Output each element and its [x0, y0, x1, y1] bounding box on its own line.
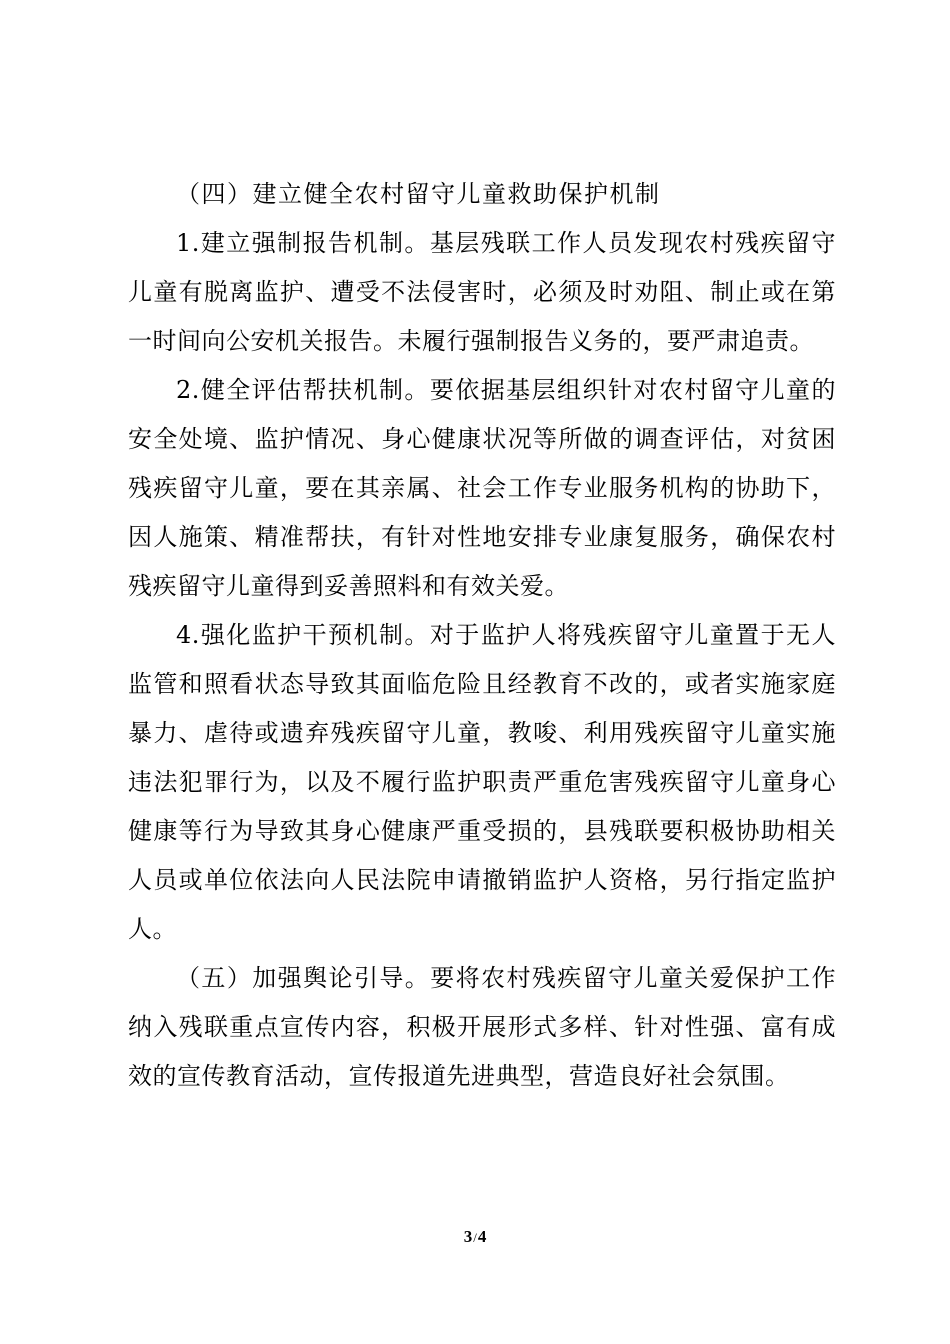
paragraph-guardianship-intervention: 4.强化监护干预机制。对于监护人将残疾留守儿童置于无人监管和照看状态导致其面临危险且经教育不改的，或者实施家庭暴力、虐待或遗弃残疾留守儿童，教唆、利用残疾留守儿童实施违法犯罪行为，以及不履行监护职责严重危害残疾留守儿童身心健康等行为导致其身心健康严重受损的，县残联要积极协助相关人员或单位依法向人民法院申请撤销监护人资格，另行指定监护人。 — [128, 621, 836, 943]
current-page-number: 3 — [463, 1227, 473, 1246]
page-number-separator: / — [473, 1230, 477, 1245]
section-heading: （四）建立健全农村留守儿童救助保护机制 — [176, 180, 661, 208]
page-number — [0, 1226, 950, 1249]
paragraph-mandatory-reporting: 1.建立强制报告机制。基层残联工作人员发现农村残疾留守儿童有脱离监护、遭受不法侵害时，必须及时劝阻、制止或在第一时间向公安机关报告。未履行强制报告义务的，要严肃追责。 — [128, 229, 836, 355]
document-body — [128, 170, 836, 1101]
paragraph-public-opinion: （五）加强舆论引导。要将农村残疾留守儿童关爱保护工作纳入残联重点宣传内容，积极开展形式多样、针对性强、富有成效的宣传教育活动，宣传报道先进典型，营造良好社会氛围。 — [128, 964, 836, 1090]
total-pages-number: 4 — [477, 1227, 487, 1246]
paragraph-assessment-assistance: 2.健全评估帮扶机制。要依据基层组织针对农村留守儿童的安全处境、监护情况、身心健康状况等所做的调查评估，对贫困残疾留守儿童，要在其亲属、社会工作专业服务机构的协助下，因人施策、精准帮扶，有针对性地安排专业康复服务，确保农村残疾留守儿童得到妥善照料和有效关爱。 — [128, 376, 836, 600]
